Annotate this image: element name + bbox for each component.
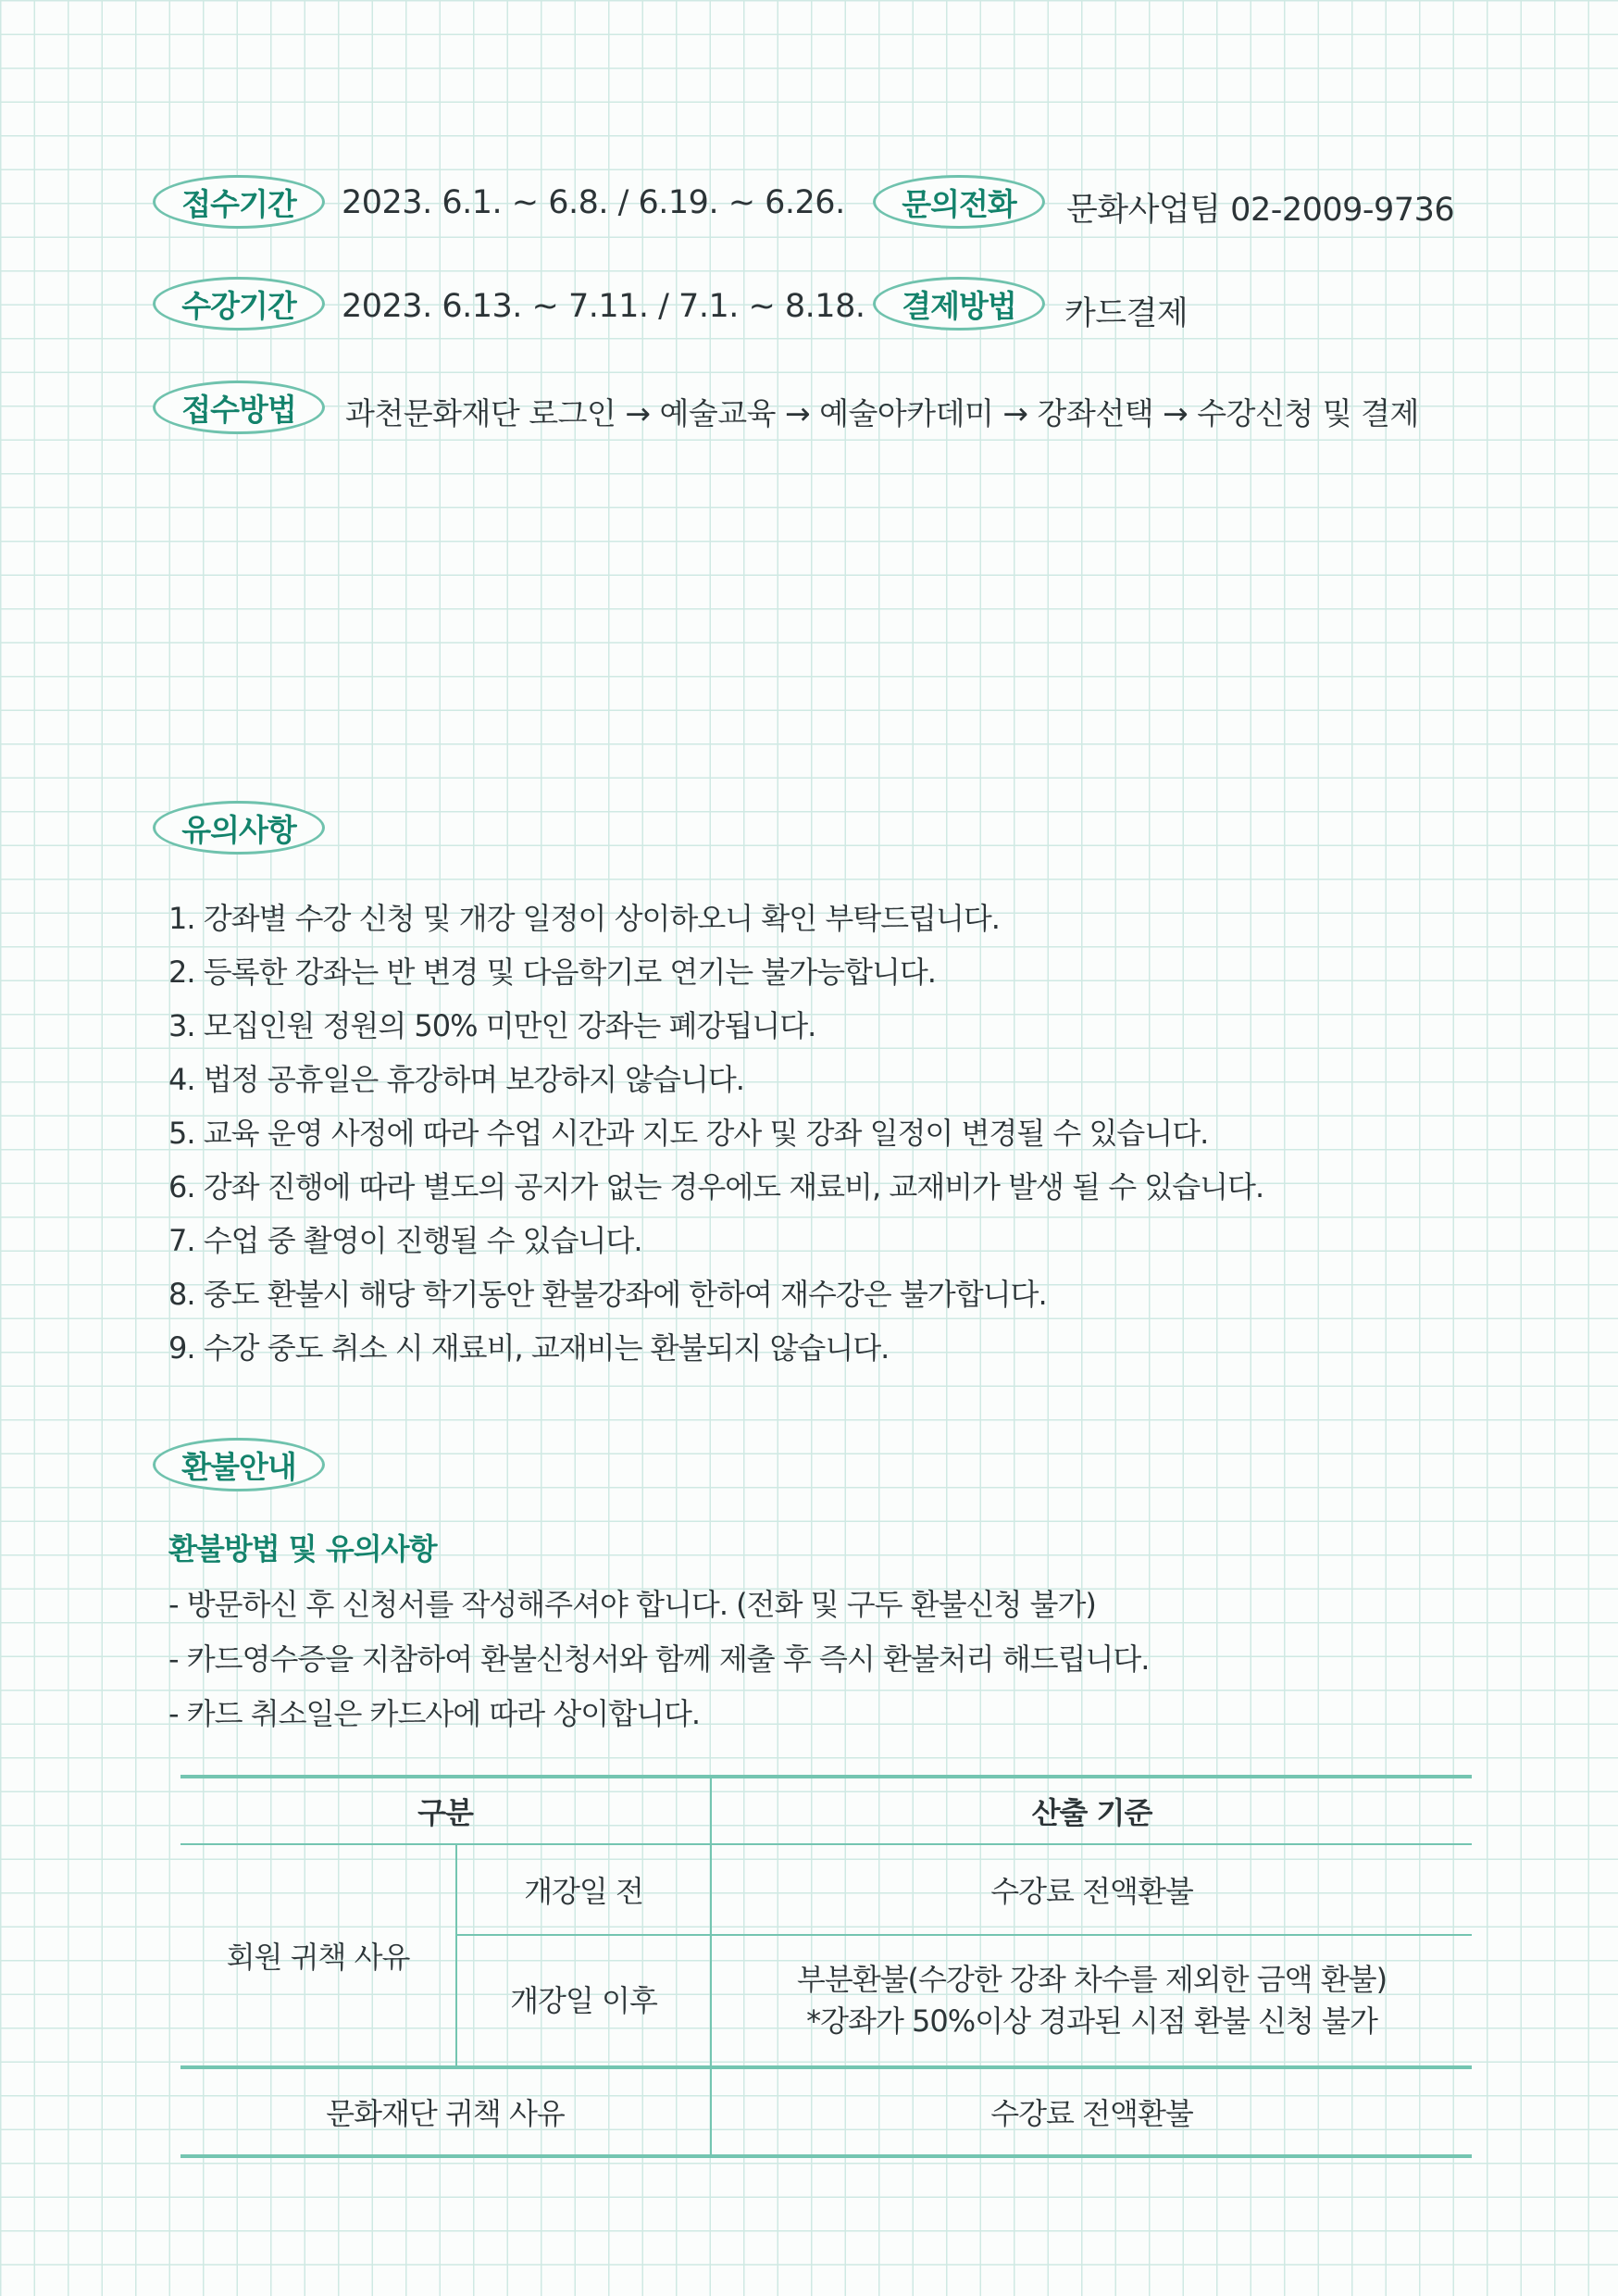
inquiry-value: 문화사업팀 02-2009-9736 [1066, 192, 1455, 229]
member-fault-cell: 회원 귀책 사유 [180, 1844, 456, 2067]
course-period-value: 2023. 6.13. ~ 7.11. / 7.1. ~ 8.18. [342, 288, 865, 325]
header-criteria: 산출 기준 [711, 1777, 1472, 1844]
foundation-fault-value: 수강료 전액환불 [711, 2067, 1472, 2156]
list-item: 8. 중도 환불시 해당 학기동안 환불강좌에 한하여 재수강은 불가합니다. [168, 1277, 1047, 1312]
refund-table [180, 1775, 1472, 2158]
list-item: - 카드영수증을 지참하여 환불신청서와 함께 제출 후 즉시 환불처리 해드립니다. [168, 1641, 1150, 1677]
list-item: 4. 법정 공휴일은 휴강하며 보강하지 않습니다. [168, 1062, 744, 1097]
list-item: - 방문하신 후 신청서를 작성해주셔야 합니다. (전화 및 구두 환불신청 불가) [168, 1587, 1096, 1622]
payment-label: 결제방법 [873, 277, 1045, 331]
after-start-value-line1: 부분환불(수강한 강좌 차수를 제외한 금액 환불) [796, 1962, 1388, 1998]
table-row [180, 2067, 1472, 2156]
inquiry-label: 문의전화 [873, 175, 1045, 229]
header-category: 구분 [180, 1777, 711, 1844]
list-item: 5. 교육 운영 사정에 따라 수업 시간과 지도 강사 및 강좌 일정이 변경될 수 있습니다. [168, 1116, 1209, 1151]
notice-list [168, 892, 1263, 1375]
table-row [180, 1844, 1472, 1935]
list-item: 2. 등록한 강좌는 반 변경 및 다음학기로 연기는 불가능합니다. [168, 955, 936, 990]
notices-label: 유의사항 [153, 801, 325, 855]
list-item: 9. 수강 중도 취소 시 재료비, 교재비는 환불되지 않습니다. [168, 1330, 890, 1366]
before-start-cell: 개강일 전 [456, 1844, 711, 1935]
list-item: 3. 모집인원 정원의 50% 미만인 강좌는 폐강됩니다. [168, 1008, 816, 1043]
method-value: 과천문화재단 로그인 → 예술교육 → 예술아카데미 → 강좌선택 → 수강신청 및 결제 [345, 395, 1419, 431]
registration-period-value: 2023. 6.1. ~ 6.8. / 6.19. ~ 6.26. [342, 184, 845, 221]
refund-subtitle: 환불방법 및 유의사항 [168, 1531, 437, 1566]
refund-guidelines [168, 1578, 1149, 1741]
after-start-value-line2: *강좌가 50%이상 경과된 시점 환불 신청 불가 [806, 2003, 1377, 2039]
list-item: 6. 강좌 진행에 따라 별도의 공지가 없는 경우에도 재료비, 교재비가 발생 될 수 있습니다. [168, 1169, 1264, 1204]
before-start-value: 수강료 전액환불 [711, 1844, 1472, 1935]
course-period-label: 수강기간 [153, 277, 325, 331]
method-label: 접수방법 [153, 381, 325, 434]
list-item: 7. 수업 중 촬영이 진행될 수 있습니다. [168, 1223, 642, 1258]
list-item: - 카드 취소일은 카드사에 따라 상이합니다. [168, 1696, 701, 1731]
refund-label: 환불안내 [153, 1438, 325, 1491]
table-header-row [180, 1777, 1472, 1844]
registration-period-label: 접수기간 [153, 175, 325, 229]
payment-value: 카드결제 [1064, 295, 1189, 332]
list-item: 1. 강좌별 수강 신청 및 개강 일정이 상이하오니 확인 부탁드립니다. [168, 901, 1000, 936]
foundation-fault-cell: 문화재단 귀책 사유 [180, 2067, 711, 2156]
after-start-cell: 개강일 이후 [456, 1935, 711, 2067]
after-start-value [711, 1935, 1472, 2067]
